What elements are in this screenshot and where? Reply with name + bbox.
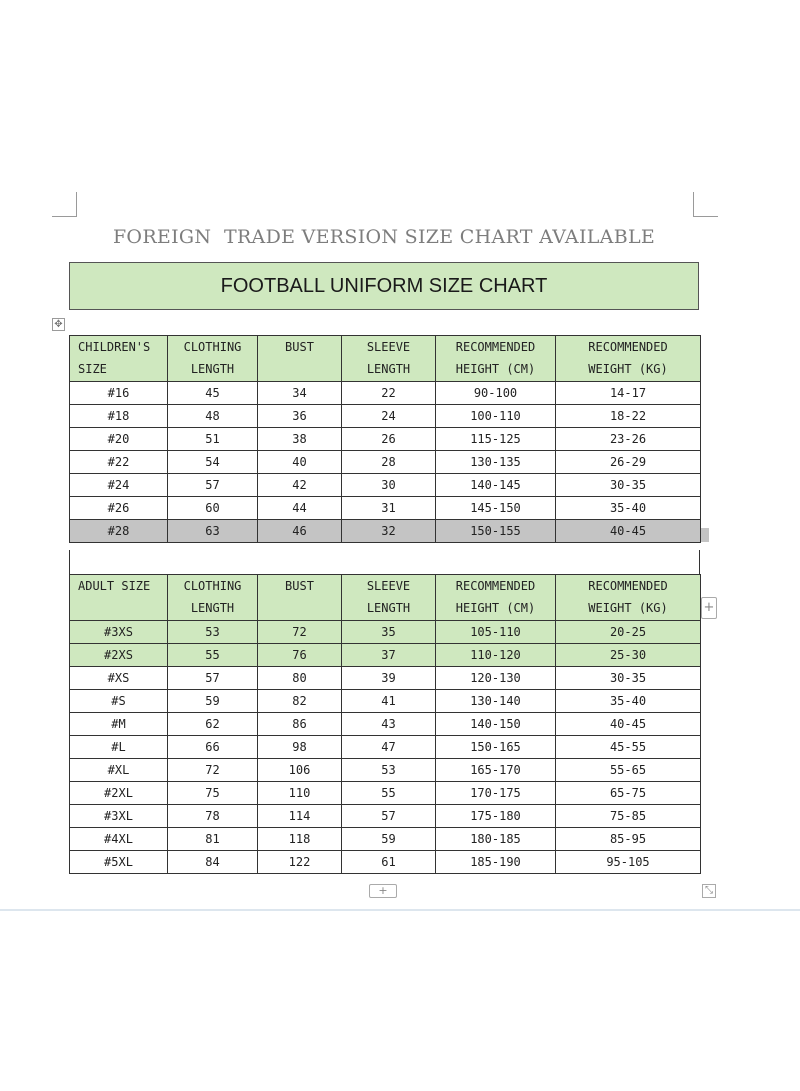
table-row: [70, 851, 701, 874]
table-cell: 36: [258, 405, 342, 428]
table-cell: 46: [258, 520, 342, 543]
table-cell: #2XL: [70, 782, 168, 805]
table-cell: #4XL: [70, 828, 168, 851]
table-cell: 86: [258, 713, 342, 736]
table-cell: 20-25: [556, 621, 701, 644]
column-header-line: [78, 597, 167, 619]
column-header-line: SLEEVE: [366, 579, 411, 593]
table-cell: 28: [342, 451, 436, 474]
table-cell: 106: [258, 759, 342, 782]
table-cell: 57: [168, 474, 258, 497]
table-row: [70, 736, 701, 759]
table-cell: 32: [342, 520, 436, 543]
column-header: [70, 336, 168, 382]
table-cell: #3XS: [70, 621, 168, 644]
table-cell: 57: [342, 805, 436, 828]
table-row: [70, 428, 701, 451]
table-cell: 84: [168, 851, 258, 874]
selection-marker: [701, 528, 709, 542]
table-row: [70, 690, 701, 713]
table-cell: 51: [168, 428, 258, 451]
table-cell: #24: [70, 474, 168, 497]
table-cell: 23-26: [556, 428, 701, 451]
table-cell: 59: [168, 690, 258, 713]
chart-title: FOOTBALL UNIFORM SIZE CHART: [220, 274, 548, 297]
table-cell: 76: [258, 644, 342, 667]
column-header: [556, 336, 701, 382]
table-row: [70, 451, 701, 474]
table-cell: #28: [70, 520, 168, 543]
table-cell: 78: [168, 805, 258, 828]
table-row: [70, 713, 701, 736]
table-cell: 22: [342, 382, 436, 405]
table-cell: 44: [258, 497, 342, 520]
column-header-line: WEIGHT (KG): [588, 362, 668, 376]
table-cell: 26-29: [556, 451, 701, 474]
column-header-line: ADULT SIZE: [78, 579, 151, 593]
table-cell: 25-30: [556, 644, 701, 667]
table-cell: #22: [70, 451, 168, 474]
plus-icon: +: [703, 600, 715, 615]
adult-table-header-row: [70, 575, 701, 621]
table-cell: 30-35: [556, 667, 701, 690]
table-cell: 45-55: [556, 736, 701, 759]
add-row-button[interactable]: [369, 884, 397, 898]
table-cell: #XL: [70, 759, 168, 782]
table-cell: 57: [168, 667, 258, 690]
column-header-line: RECOMMENDED: [588, 579, 668, 593]
table-row: [70, 382, 701, 405]
column-header-line: [258, 358, 341, 380]
table-cell: 180-185: [436, 828, 556, 851]
table-cell: 110: [258, 782, 342, 805]
column-header: [556, 575, 701, 621]
table-cell: 35-40: [556, 497, 701, 520]
column-header: [168, 575, 258, 621]
table-cell: 40-45: [556, 713, 701, 736]
table-cell: 82: [258, 690, 342, 713]
resize-icon[interactable]: ⤡: [702, 884, 716, 898]
table-cell: 35: [342, 621, 436, 644]
column-header-line: WEIGHT (KG): [588, 601, 668, 615]
table-cell: #L: [70, 736, 168, 759]
table-cell: 170-175: [436, 782, 556, 805]
table-cell: 41: [342, 690, 436, 713]
page-bottom-rule: [0, 909, 800, 911]
table-cell: 90-100: [436, 382, 556, 405]
table-cell: 140-145: [436, 474, 556, 497]
table-cell: 26: [342, 428, 436, 451]
column-header-line: LENGTH: [366, 362, 411, 376]
table-cell: 115-125: [436, 428, 556, 451]
column-header-line: LENGTH: [190, 601, 235, 615]
table-cell: 105-110: [436, 621, 556, 644]
table-cell: 63: [168, 520, 258, 543]
table-cell: 95-105: [556, 851, 701, 874]
table-row: [70, 405, 701, 428]
column-header: [70, 575, 168, 621]
page-corner-mark-left: [52, 192, 77, 217]
table-cell: #XS: [70, 667, 168, 690]
table-cell: 72: [258, 621, 342, 644]
column-header: [436, 575, 556, 621]
table-row: [70, 782, 701, 805]
table-cell: #S: [70, 690, 168, 713]
column-header-line: LENGTH: [190, 362, 235, 376]
table-cell: 55: [342, 782, 436, 805]
table-cell: 40: [258, 451, 342, 474]
table-cell: 55: [168, 644, 258, 667]
table-row: [70, 805, 701, 828]
table-cell: 59: [342, 828, 436, 851]
column-header-line: SIZE: [78, 362, 107, 376]
table-cell: 114: [258, 805, 342, 828]
table-row: [70, 497, 701, 520]
table-cell: 38: [258, 428, 342, 451]
table-cell: 34: [258, 382, 342, 405]
table-cell: #26: [70, 497, 168, 520]
column-header: [436, 336, 556, 382]
table-cell: 72: [168, 759, 258, 782]
table-cell: 75: [168, 782, 258, 805]
column-header-line: BUST: [285, 579, 314, 593]
table-row: [70, 621, 701, 644]
column-header-line: [258, 597, 341, 619]
column-header: [258, 575, 342, 621]
table-cell: 122: [258, 851, 342, 874]
table-cell: 48: [168, 405, 258, 428]
add-column-button[interactable]: [701, 597, 717, 619]
table-cell: #5XL: [70, 851, 168, 874]
table-cell: 75-85: [556, 805, 701, 828]
table-cell: 40-45: [556, 520, 701, 543]
table-cell: 30-35: [556, 474, 701, 497]
table-cell: 81: [168, 828, 258, 851]
table-cell: 61: [342, 851, 436, 874]
table-cell: 130-135: [436, 451, 556, 474]
move-icon[interactable]: ✥: [52, 318, 65, 331]
table-cell: 31: [342, 497, 436, 520]
column-header-line: CLOTHING: [183, 340, 242, 354]
table-cell: 140-150: [436, 713, 556, 736]
table-row: [70, 759, 701, 782]
table-cell: 24: [342, 405, 436, 428]
column-header: [168, 336, 258, 382]
table-cell: 100-110: [436, 405, 556, 428]
table-cell: 65-75: [556, 782, 701, 805]
table-cell: 118: [258, 828, 342, 851]
page-corner-mark-right: [693, 192, 718, 217]
table-row: [70, 520, 701, 543]
page-headline: FOREIGN TRADE VERSION SIZE CHART AVAILABLE: [112, 226, 656, 248]
table-cell: 80: [258, 667, 342, 690]
table-cell: #3XL: [70, 805, 168, 828]
table-row: [70, 644, 701, 667]
column-header-line: HEIGHT (CM): [455, 601, 536, 615]
table-cell: 18-22: [556, 405, 701, 428]
table-cell: #2XS: [70, 644, 168, 667]
table-cell: 37: [342, 644, 436, 667]
table-cell: 150-155: [436, 520, 556, 543]
table-cell: 145-150: [436, 497, 556, 520]
table-cell: 53: [342, 759, 436, 782]
column-header-line: CHILDREN'S: [78, 340, 151, 354]
table-cell: 54: [168, 451, 258, 474]
children-size-table: [69, 335, 701, 543]
table-cell: 66: [168, 736, 258, 759]
plus-icon: +: [378, 884, 388, 897]
table-cell: 120-130: [436, 667, 556, 690]
table-cell: 165-170: [436, 759, 556, 782]
column-header-line: LENGTH: [366, 601, 411, 615]
table-cell: 30: [342, 474, 436, 497]
table-cell: #16: [70, 382, 168, 405]
table-cell: 39: [342, 667, 436, 690]
table-cell: 130-140: [436, 690, 556, 713]
table-cell: 150-165: [436, 736, 556, 759]
column-header-line: RECOMMENDED: [455, 579, 536, 593]
table-cell: #M: [70, 713, 168, 736]
table-cell: 62: [168, 713, 258, 736]
column-header: [342, 336, 436, 382]
table-cell: 55-65: [556, 759, 701, 782]
table-cell: #18: [70, 405, 168, 428]
table-cell: 98: [258, 736, 342, 759]
table-cell: 47: [342, 736, 436, 759]
chart-title-box: [69, 262, 699, 310]
column-header: [342, 575, 436, 621]
column-header-line: BUST: [285, 340, 314, 354]
table-cell: 45: [168, 382, 258, 405]
table-cell: 110-120: [436, 644, 556, 667]
table-row: [70, 667, 701, 690]
table-cell: 53: [168, 621, 258, 644]
column-header-line: CLOTHING: [183, 579, 242, 593]
children-table-header-row: [70, 336, 701, 382]
table-cell: 43: [342, 713, 436, 736]
column-header-line: HEIGHT (CM): [455, 362, 536, 376]
column-header-line: SLEEVE: [366, 340, 411, 354]
table-cell: 185-190: [436, 851, 556, 874]
table-cell: 35-40: [556, 690, 701, 713]
column-header-line: RECOMMENDED: [455, 340, 536, 354]
adult-size-table: [69, 574, 701, 874]
table-cell: 60: [168, 497, 258, 520]
table-cell: #20: [70, 428, 168, 451]
table-row: [70, 828, 701, 851]
table-row: [70, 474, 701, 497]
table-cell: 42: [258, 474, 342, 497]
table-cell: 85-95: [556, 828, 701, 851]
column-header: [258, 336, 342, 382]
table-spacer-row: [69, 550, 700, 574]
column-header-line: RECOMMENDED: [588, 340, 668, 354]
table-cell: 14-17: [556, 382, 701, 405]
table-cell: 175-180: [436, 805, 556, 828]
